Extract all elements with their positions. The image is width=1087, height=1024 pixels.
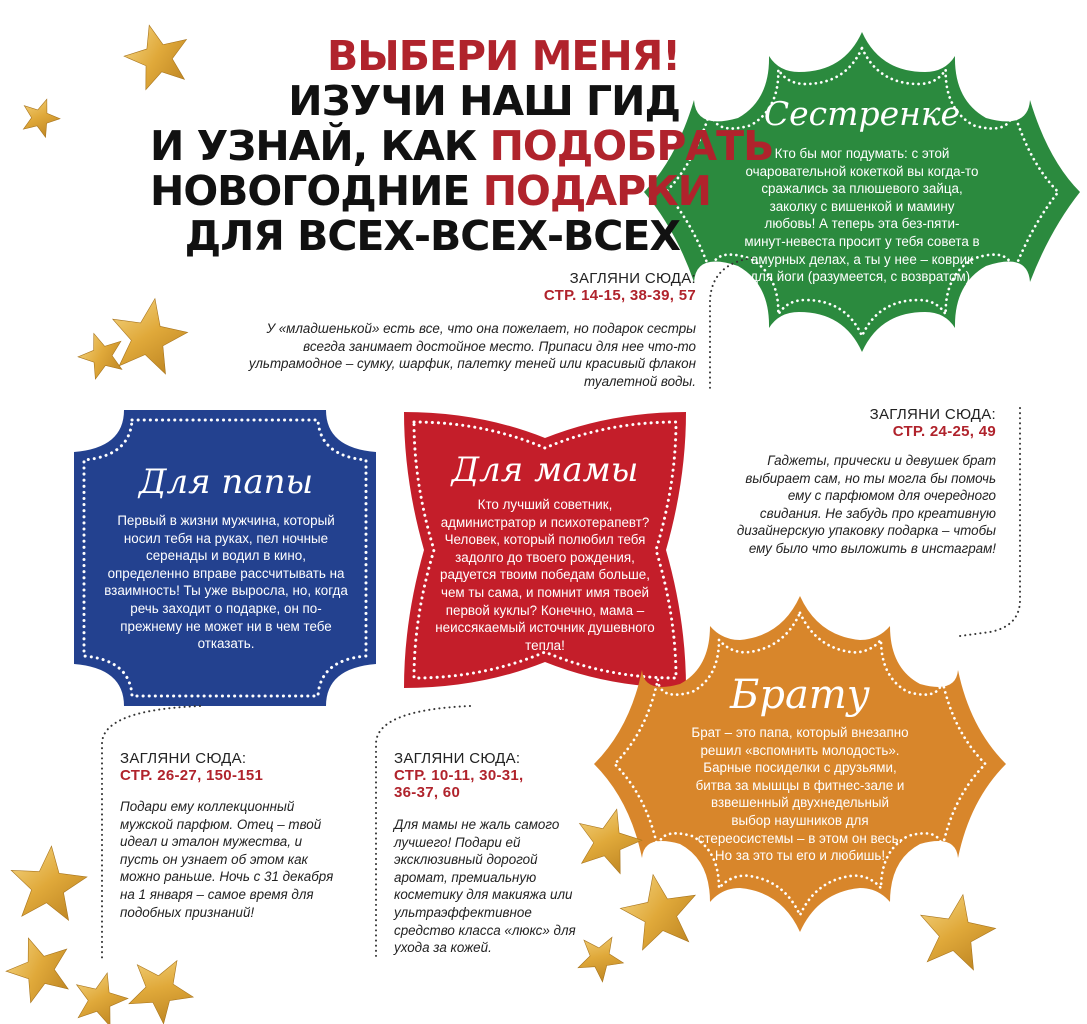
dad-lookhere xyxy=(120,750,350,784)
mom-pages-line-2: 36-37, 60 xyxy=(394,784,461,801)
gold-star-icon xyxy=(0,927,80,1007)
sister-text: Кто бы мог подумать: с этой очаровательной кокеткой вы когда-то сражались за плюшевого зайца, заколку с вишенкой и мамину любовь! А теперь эта без-пяти-минут-невеста просит у тебя совета в амурных делах, а ты у нее – коврик для йоги (разумеется, с возвратом). xyxy=(744,146,980,285)
headline-line-4b: ПОДАРКИ xyxy=(482,167,711,215)
gold-star-icon xyxy=(7,843,89,922)
headline-line-5: ДЛЯ ВСЕХ-ВСЕХ-ВСЕХ xyxy=(184,212,680,260)
gold-star-icon xyxy=(68,966,133,1024)
gold-star-icon xyxy=(72,326,130,382)
mom-title: Для мамы xyxy=(451,450,639,490)
dad-text: Первый в жизни мужчина, который носил тебя на руках, пел ночные серенады и водил в кино, определенно вправе рассчитывать на взаимность! Ты уже выросла, но, когда речь заходит о подарке, он по-прежнему не может ни в чем тебе отказать. xyxy=(104,513,348,652)
brother-pages: СТР. 24-25, 49 xyxy=(892,423,996,440)
dad-note: Подари ему коллекционный мужской парфюм. Отец – твой идеал и эталон мужества, и пусть он узнает об этом как можно раньше. Ночь с 31 декабря на 1 января – самое время для подобных признаний! xyxy=(120,799,334,920)
sister-lookhere xyxy=(520,270,696,304)
page-headline xyxy=(150,32,774,260)
gold-star-icon xyxy=(118,944,205,1024)
mom-pages-line-1: СТР. 10-11, 30-31, xyxy=(394,767,524,784)
mom-look-label: ЗАГЛЯНИ СЮДА: xyxy=(394,750,521,767)
mom-note: Для мамы не жаль самого лучшего! Подари ей эксклюзивный дорогой аромат, премиальную косметику для макияжа или ультраэффективное средство класса «люкс» для ухода за кожей. xyxy=(394,817,576,956)
gold-star-icon xyxy=(616,868,703,952)
mom-text: Кто лучший советник, администратор и психотерапевт? Человек, который полюбил тебя задолго до твоего рождения, радуется твоим победам больше, чем ты сама, и помнит имя твоей первой куклы? Конечно, мама – неиссякаемый источник душевного тепла! xyxy=(435,497,655,653)
sister-title: Сестренке xyxy=(763,94,961,133)
brother-note: Гаджеты, прически и девушек брат выбирает сам, но ты могла бы помочь ему с парфюмом для очередного свидания. Не забудь про креативную дизайнерскую упаковку подарка – чтобы ему было что выложить в инстаграм! xyxy=(736,453,996,556)
brother-lookhere xyxy=(750,406,996,440)
mom-lookhere xyxy=(394,750,624,801)
headline-line-1: ВЫБЕРИ МЕНЯ! xyxy=(326,32,680,80)
dad-look-label: ЗАГЛЯНИ СЮДА: xyxy=(120,750,247,767)
gold-star-icon xyxy=(913,888,1000,972)
headline-line-3b: ПОДОБРАТЬ xyxy=(489,122,774,170)
sister-pages: СТР. 14-15, 38-39, 57 xyxy=(543,287,696,304)
brother-title: Брату xyxy=(730,672,870,718)
brother-look-label: ЗАГЛЯНИ СЮДА: xyxy=(869,406,996,423)
headline-line-3a: И УЗНАЙ, КАК xyxy=(150,122,490,170)
headline-line-4a: НОВОГОДНИЕ xyxy=(150,167,483,215)
brother-text: Брат – это папа, который внезапно решил «вспомнить молодость». Барные посиделки с друзьями, битва за мышцы в фитнес-зале и взвешенный двухнедельный выбор наушников для стереосистемы – в этом он весь. Но за это ты его и любишь! xyxy=(691,725,909,864)
gold-star-icon xyxy=(17,93,65,140)
dad-pages: СТР. 26-27, 150-151 xyxy=(120,767,264,784)
dad-title: Для папы xyxy=(138,462,314,502)
headline-line-2: ИЗУЧИ НАШ ГИД xyxy=(288,77,680,125)
sister-look-label: ЗАГЛЯНИ СЮДА: xyxy=(569,270,696,287)
sister-note: У «младшенькой» есть все, что она пожелает, но подарок сестры всегда занимает достойное место. Припаси для нее что-то ультрамодное – сумку, шарфик, палетку теней или красивый флакон туалетной воды. xyxy=(248,321,696,389)
